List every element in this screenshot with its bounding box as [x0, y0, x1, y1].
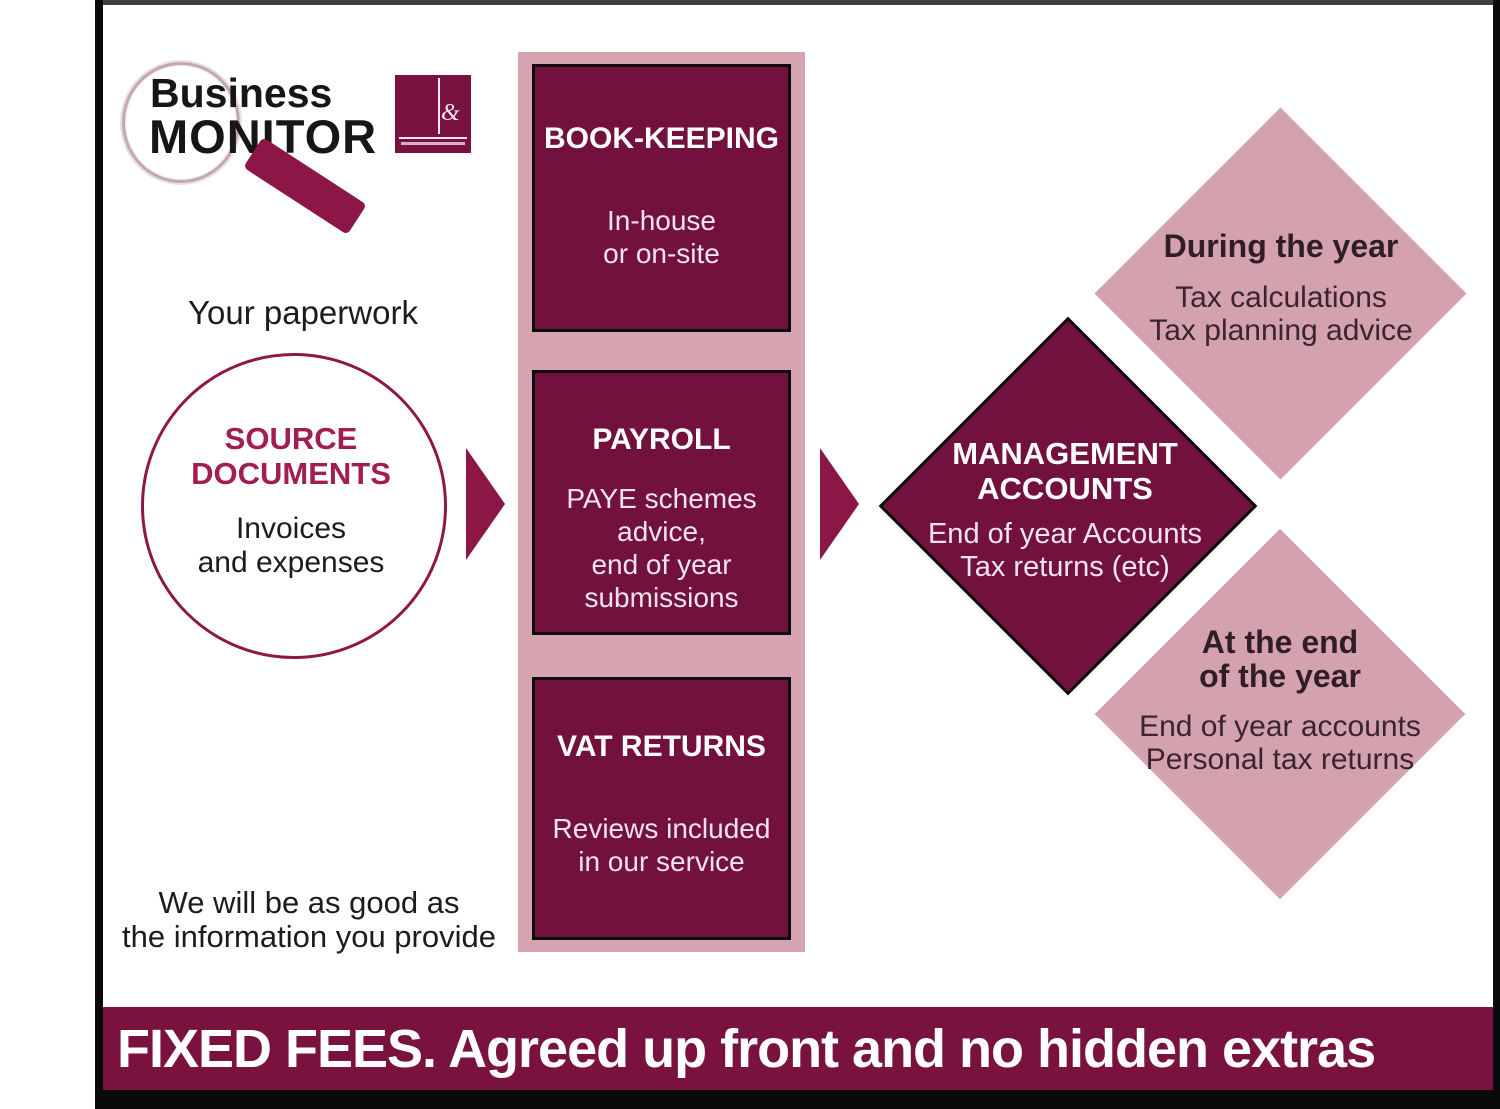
fixed-fees-banner — [103, 1007, 1493, 1090]
during-body-line2: Tax planning advice — [1149, 314, 1413, 347]
source-body-line1: Invoices — [235, 512, 347, 545]
during-body-line1: Tax calculations — [1175, 281, 1387, 314]
management-body-line1: End of year Accounts — [927, 518, 1203, 550]
badge-vertical-rule — [438, 78, 440, 134]
right-arrow-icon — [466, 448, 505, 560]
management-title-line2: ACCOUNTS — [977, 471, 1153, 506]
management-title-line1: MANAGEMENT — [952, 436, 1178, 471]
source-documents-body — [111, 512, 471, 580]
brand-badge-logo — [395, 75, 471, 153]
frame-border-right — [1493, 0, 1500, 1109]
end-of-year-title-line1: At the end — [1201, 624, 1359, 660]
process-box-vat-returns — [532, 677, 791, 940]
badge-ampersand: & — [441, 100, 460, 126]
payroll-body-line3: end of year — [591, 549, 732, 580]
paperwork-label: Your paperwork — [188, 294, 418, 331]
book-keeping-body — [535, 204, 788, 270]
badge-horizontal-rule — [399, 137, 467, 139]
book-keeping-title: BOOK-KEEPING — [543, 122, 780, 155]
end-of-year-body-line1: End of year accounts — [1139, 710, 1421, 743]
source-title-line1: SOURCE — [224, 421, 358, 456]
payroll-body-line4: submissions — [584, 582, 739, 613]
payroll-body-line1: PAYE schemes — [566, 483, 757, 514]
source-title-line2: DOCUMENTS — [191, 456, 391, 491]
frame-border-top — [95, 0, 1500, 5]
badge-microtext-bar — [401, 142, 465, 145]
vat-returns-body-line2: in our service — [578, 846, 745, 877]
source-documents-title — [111, 421, 471, 491]
logo-text-monitor: MONITOR — [149, 110, 378, 163]
footnote-line2: the information you provide — [122, 919, 496, 954]
book-keeping-body-line2: or on-site — [603, 238, 720, 269]
vat-returns-body — [535, 812, 788, 878]
footnote-line1: We will be as good as — [158, 885, 460, 920]
frame-border-bottom — [95, 1090, 1500, 1109]
logo-text-business: Business — [150, 70, 333, 116]
management-body-line2: Tax returns (etc) — [960, 551, 1170, 583]
end-of-year-title — [1100, 625, 1460, 693]
during-the-year-title: During the year — [1163, 228, 1399, 264]
management-accounts-body — [885, 518, 1245, 584]
end-of-year-body — [1100, 710, 1460, 776]
quality-footnote — [84, 886, 534, 954]
end-of-year-title-line2: of the year — [1199, 658, 1361, 694]
right-arrow-icon — [820, 448, 859, 560]
management-accounts-title — [885, 436, 1245, 506]
vat-returns-body-line1: Reviews included — [552, 813, 771, 844]
fixed-fees-text: FIXED FEES. Agreed up front and no hidden extras — [117, 1018, 1376, 1079]
vat-returns-title: VAT RETURNS — [557, 730, 766, 763]
end-of-year-body-line2: Personal tax returns — [1145, 743, 1415, 776]
source-documents-circle — [141, 353, 447, 659]
payroll-body — [535, 482, 788, 614]
process-box-book-keeping — [532, 64, 791, 332]
during-the-year-body — [1101, 281, 1461, 347]
process-box-payroll — [532, 370, 791, 635]
book-keeping-body-line1: In-house — [607, 205, 716, 236]
payroll-title: PAYROLL — [592, 423, 731, 456]
payroll-body-line2: advice, — [617, 516, 706, 547]
source-body-line2: and expenses — [197, 546, 385, 579]
